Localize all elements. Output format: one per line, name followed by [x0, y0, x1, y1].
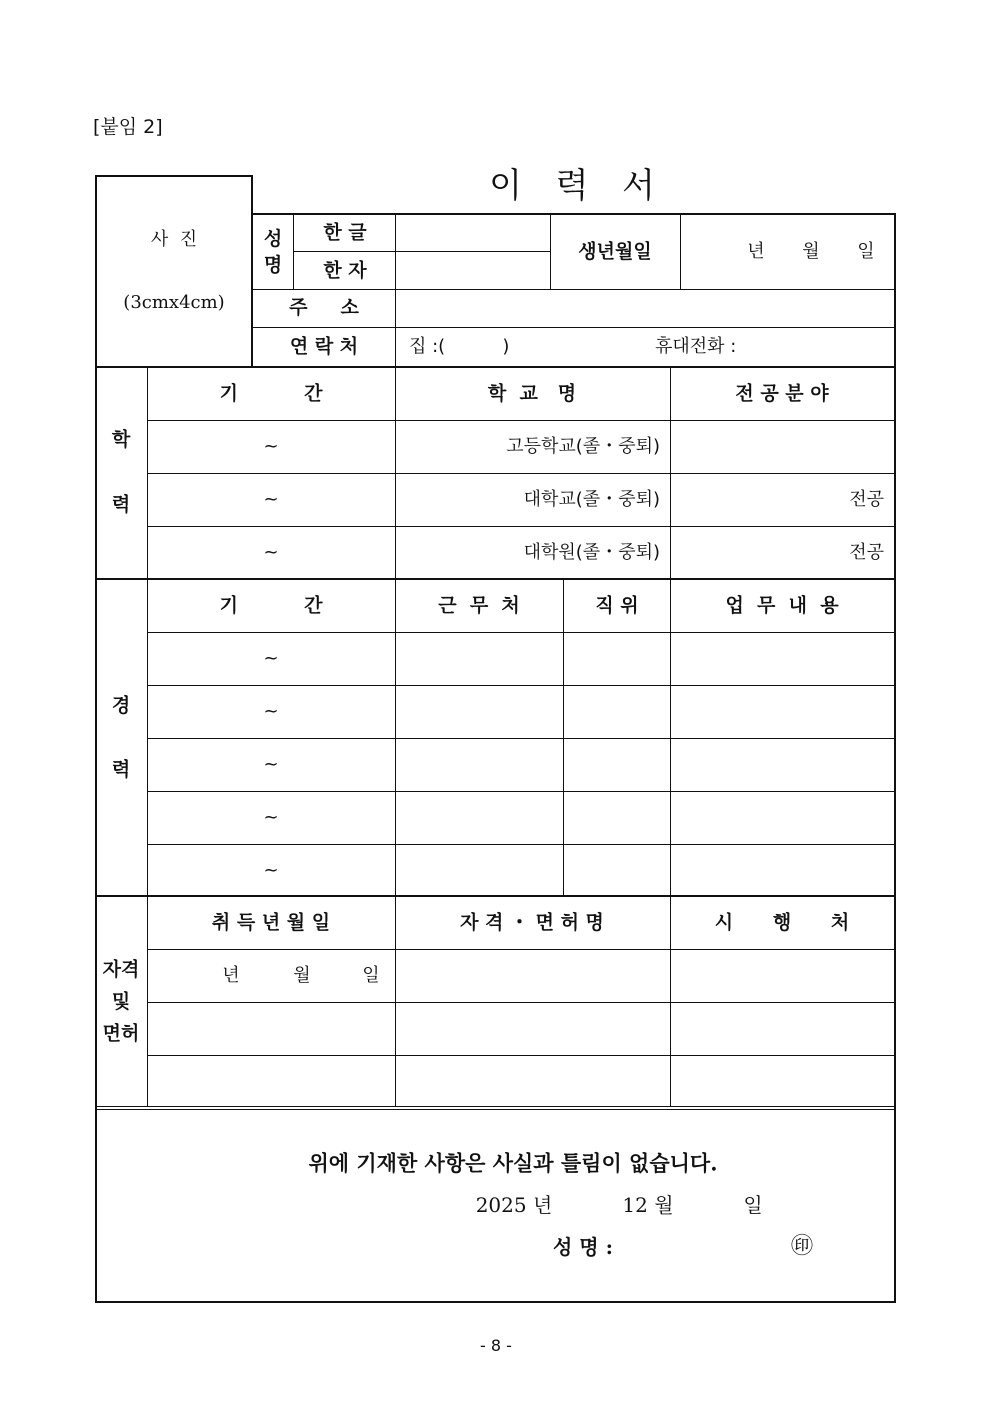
career-section-label-1: 경 — [111, 694, 131, 717]
seal-mark[interactable]: ㊞ — [790, 1234, 814, 1259]
education-section-label-2: 력 — [111, 493, 131, 516]
education-school-header: 학 교 명 — [487, 382, 577, 405]
career-section-label-2: 력 — [111, 758, 131, 781]
declaration-day[interactable]: 일 — [743, 1193, 763, 1217]
career-period-cell[interactable]: ~ — [263, 860, 279, 881]
education-school-cell[interactable]: 고등학교(졸・중퇴) — [506, 436, 660, 457]
birth-day-unit: 일 — [857, 241, 875, 262]
birth-label: 생년월일 — [578, 240, 652, 263]
license-day-unit: 일 — [362, 965, 380, 986]
career-period-cell[interactable]: ~ — [263, 701, 279, 722]
license-section-label-2: 및 — [111, 990, 131, 1013]
career-period-cell[interactable]: ~ — [263, 754, 279, 775]
declaration-month[interactable]: 12 월 — [622, 1193, 674, 1217]
career-position-header: 직 위 — [595, 594, 639, 617]
education-school-cell[interactable]: 대학원(졸・중퇴) — [523, 542, 660, 563]
career-period-cell[interactable]: ~ — [263, 807, 279, 828]
photo-size: (3cmx4cm) — [123, 292, 225, 313]
page-number: - 8 - — [480, 1336, 512, 1355]
home-phone-field[interactable]: 집 :( ) — [409, 336, 510, 357]
license-date-header: 취 득 년 월 일 — [211, 911, 331, 934]
declaration-year[interactable]: 2025 년 — [475, 1193, 553, 1217]
document-title: 이 력 서 — [489, 166, 659, 206]
education-school-cell[interactable]: 대학교(졸・중퇴) — [523, 489, 660, 510]
license-year-unit: 년 — [222, 965, 240, 986]
career-duties-header: 업 무 내 용 — [725, 594, 839, 617]
license-section-label-3: 면허 — [102, 1022, 140, 1045]
hanja-name-field[interactable] — [397, 253, 549, 288]
license-month-unit: 월 — [293, 965, 311, 986]
career-period-header: 기 간 — [219, 594, 323, 617]
contact-label: 연 락 처 — [289, 335, 359, 358]
education-section-label-1: 학 — [111, 428, 131, 451]
signature-label: 성 명 : — [553, 1235, 613, 1259]
education-major-header: 전 공 분 야 — [735, 382, 829, 405]
mobile-phone-field[interactable]: 휴대전화 : — [655, 336, 737, 357]
attachment-label: [붙임 2] — [93, 116, 163, 138]
hangul-label: 한 글 — [323, 221, 367, 244]
hangul-name-field[interactable] — [397, 215, 549, 250]
declaration-statement: 위에 기재한 사항은 사실과 틀림이 없습니다. — [308, 1150, 718, 1176]
license-date-cell[interactable] — [149, 951, 394, 1001]
education-major-cell[interactable]: 전공 — [849, 489, 884, 510]
birth-year-unit: 년 — [747, 241, 765, 262]
career-workplace-header: 근 무 처 — [438, 594, 520, 617]
education-major-cell[interactable]: 전공 — [849, 542, 884, 563]
education-period-cell[interactable]: ~ — [263, 489, 279, 510]
education-period-header: 기 간 — [219, 382, 323, 405]
education-period-cell[interactable]: ~ — [263, 542, 279, 563]
license-name-header: 자 격 ・ 면 허 명 — [460, 911, 604, 934]
birth-month-unit: 월 — [802, 241, 820, 262]
address-field[interactable] — [397, 291, 893, 326]
birth-date-field[interactable] — [682, 215, 893, 288]
address-label: 주 소 — [289, 296, 359, 319]
education-period-cell[interactable]: ~ — [263, 436, 279, 457]
hanja-label: 한 자 — [323, 259, 367, 282]
license-section-label-1: 자격 — [102, 958, 140, 981]
career-period-cell[interactable]: ~ — [263, 648, 279, 669]
license-issuer-header: 시 행 처 — [714, 911, 850, 934]
photo-label: 사 진 — [150, 229, 198, 250]
name-label: 성 명 — [263, 228, 283, 276]
